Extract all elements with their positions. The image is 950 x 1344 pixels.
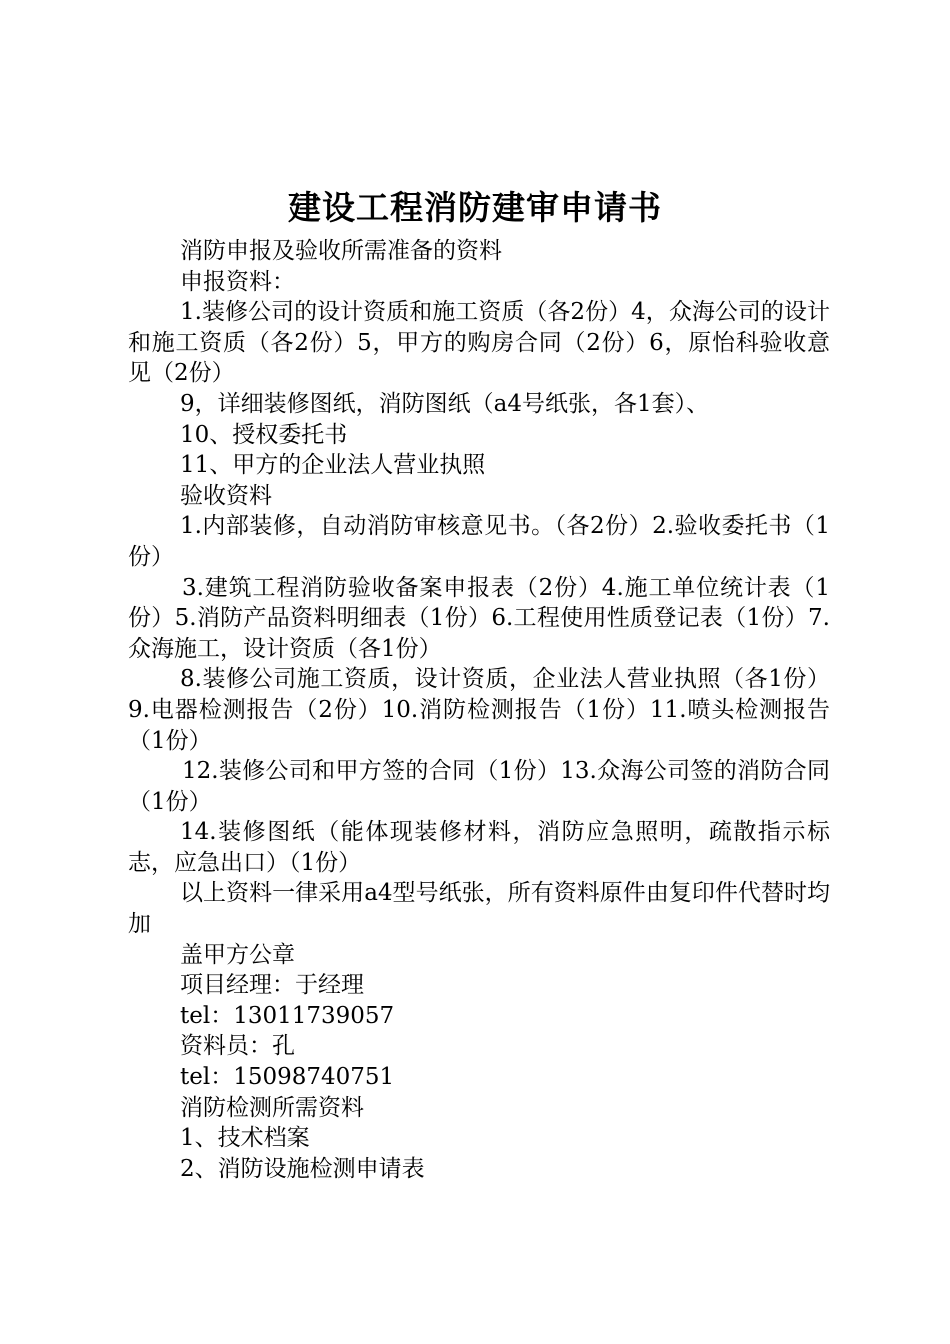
document-body bbox=[128, 236, 830, 1184]
paragraph-declaration-item-10: 10、授权委托书 bbox=[180, 421, 348, 448]
paragraph-inspection-heading: 消防检测所需资料 bbox=[180, 1094, 364, 1121]
paragraph-paper-note: 以上资料一律采用a4型号纸张，所有资料原件由复印件代替时均加 bbox=[128, 880, 830, 938]
paragraph-data-clerk: 资料员：孔 bbox=[180, 1033, 295, 1060]
paragraph-manager-phone: tel：13011739057 bbox=[180, 1002, 395, 1029]
paragraph-inspection-item-2: 2、消防设施检测申请表 bbox=[180, 1155, 425, 1182]
paragraph-declaration-item-9: 9，详细装修图纸，消防图纸（a4号纸张，各1套）、 bbox=[180, 390, 710, 417]
paragraph-declaration-heading: 申报资料： bbox=[180, 268, 295, 295]
paragraph-seal-note: 盖甲方公章 bbox=[180, 941, 295, 968]
paragraph-declaration-items-1-6: 1.装修公司的设计资质和施工资质（各2份）4，众海公司的设计和施工资质（各2份）5，甲方的购房合同（2份）6，原怡科验收意见（2份） bbox=[128, 299, 830, 387]
paragraph-acceptance-items-12-13: 12.装修公司和甲方签的合同（1份）13.众海公司签的消防合同（1份） bbox=[128, 758, 830, 815]
paragraph-materials-heading: 消防申报及验收所需准备的资料 bbox=[180, 238, 502, 264]
paragraph-clerk-phone: tel：15098740751 bbox=[180, 1064, 395, 1091]
paragraph-inspection-item-1: 1、技术档案 bbox=[180, 1125, 310, 1152]
paragraph-acceptance-item-14: 14.装修图纸（能体现装修材料，消防应急照明，疏散指示标志，应急出口）（1份） bbox=[128, 819, 830, 876]
document-title: 建设工程消防建审申请书 bbox=[288, 188, 662, 227]
paragraph-acceptance-items-1-2: 1.内部装修，自动消防审核意见书。（各2份）2.验收委托书（1份） bbox=[128, 513, 830, 570]
paragraph-acceptance-items-8-11: 8.装修公司施工资质，设计资质，企业法人营业执照（各1份）9.电器检测报告（2份）10.消防检测报告（1份）11.喷头检测报告（1份） bbox=[128, 666, 830, 754]
paragraph-acceptance-heading: 验收资料 bbox=[180, 482, 272, 509]
paragraph-project-manager: 项目经理：于经理 bbox=[180, 972, 364, 999]
paragraph-acceptance-items-3-7: 3.建筑工程消防验收备案申报表（2份）4.施工单位统计表（1份）5.消防产品资料明细表（1份）6.工程使用性质登记表（1份）7.众海施工，设计资质（各1份） bbox=[128, 574, 830, 662]
paragraph-declaration-item-11: 11、甲方的企业法人营业执照 bbox=[180, 452, 486, 479]
